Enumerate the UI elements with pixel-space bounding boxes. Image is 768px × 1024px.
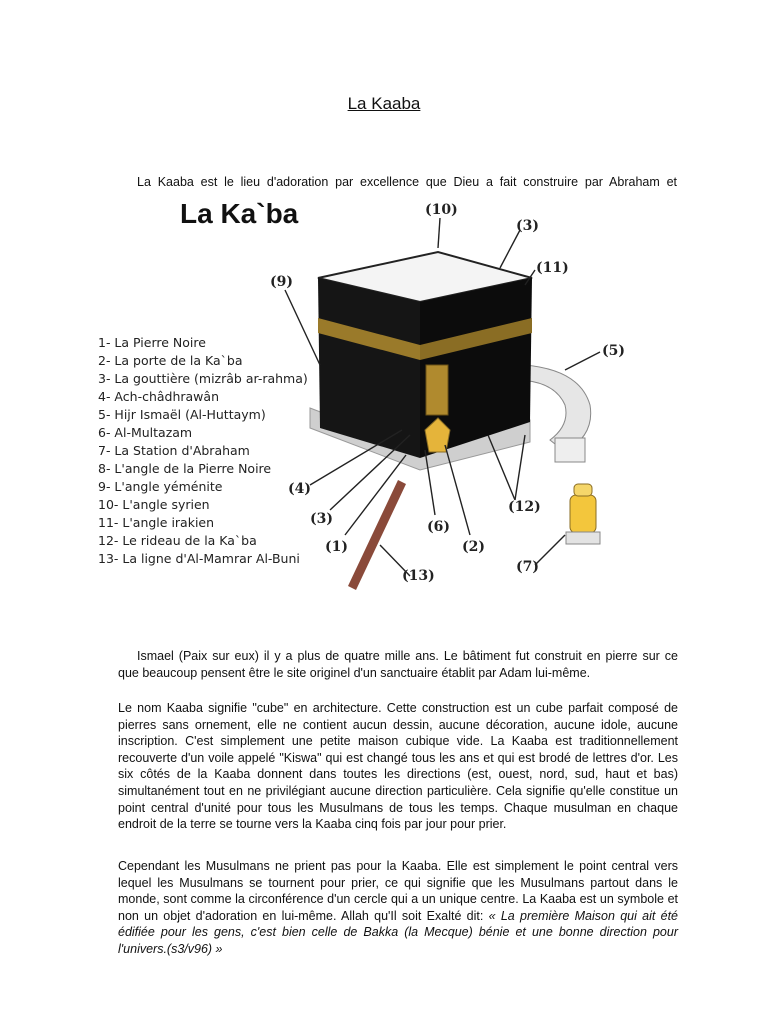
- paragraph-3: [118, 858, 678, 958]
- svg-text:6- Al-Multazam: 6- Al-Multazam: [98, 425, 193, 440]
- kaaba-illustration: [98, 190, 650, 600]
- paragraph-2: Le nom Kaaba signifie "cube" en architecture. Cette construction est un cube parfait composé de pierres sans ornement, elle ne contient aucun dessin, aucune décoration, aucune idole, aucune inscription. C'est simplement une petite maison cubique vide. La Kaaba est traditionnellement recouverte d'un voile appelé "Kiswa" qui est changé tous les ans et qui est brodé de lettres d'or. Les six côtés de la Kaaba donnent dans toutes les directions (est, ouest, nord, sud, haut et bas) simultanément tout en ne privilégiant aucune direction particulière. Cela signifie qu'elle constitue un point central d'unité pour tous les Musulmans de tous les temps. Chaque musulman en chaque endroit de la terre se tourne vers la Kaaba cinq fois par jour pour prier.: [118, 701, 678, 832]
- svg-text:12- Le rideau de la Ka`ba: 12- Le rideau de la Ka`ba: [98, 533, 257, 548]
- callout-11: (11): [536, 260, 569, 276]
- callout-4: (4): [288, 481, 311, 497]
- svg-text:1- La Pierre Noire: 1- La Pierre Noire: [98, 335, 206, 350]
- svg-text:10- L'angle syrien: 10- L'angle syrien: [98, 497, 210, 512]
- hijr-block: [555, 438, 585, 462]
- mamrar-line: [348, 480, 406, 590]
- intro-line: La Kaaba est le lieu d'adoration par excellence que Dieu a fait construire par Abraham et: [137, 175, 677, 189]
- callout-5: (5): [602, 343, 625, 359]
- svg-text:13- La ligne d'Al-Mamrar Al-Bu: 13- La ligne d'Al-Mamrar Al-Buni: [98, 551, 300, 566]
- kaaba-diagram: [98, 190, 650, 600]
- paragraph-1: [118, 648, 678, 681]
- legend: [98, 335, 308, 566]
- callout-10: (10): [425, 202, 458, 218]
- svg-text:7- La Station d'Abraham: 7- La Station d'Abraham: [98, 443, 250, 458]
- svg-text:11- L'angle irakien: 11- L'angle irakien: [98, 515, 215, 530]
- callout-12: (12): [508, 499, 541, 515]
- svg-text:5- Hijr Ismaël (Al-Huttaym): 5- Hijr Ismaël (Al-Huttaym): [98, 407, 266, 422]
- figure-heading: La Ka`ba: [180, 198, 299, 229]
- paragraph-1-line-2: que beaucoup pensent être le site originel d'un sanctuaire établit par Adam lui-même.: [118, 665, 591, 680]
- page-title: La Kaaba: [347, 94, 421, 113]
- callout-9: (9): [270, 274, 293, 290]
- svg-text:2- La porte de la Ka`ba: 2- La porte de la Ka`ba: [98, 353, 243, 368]
- callout-3-bottom: (3): [310, 511, 333, 527]
- callout-13: (13): [402, 568, 435, 584]
- paragraph-1-line-1: Ismael (Paix sur eux) il y a plus de quatre mille ans. Le bâtiment fut construit en pierre sur ce: [137, 649, 678, 663]
- paragraph-3-text: Cependant les Musulmans ne prient pas pour la Kaaba. Elle est simplement le point central vers lequel les Musulmans se tournent pour prier, ce qui signifie que les Musulmans partout dans le monde, sont comme la circonférence d'un cercle qui a un unique centre. La Kaaba est un symbole et non un objet d'adoration en lui-même. Allah qu'Il soit Exalté dit:: [118, 859, 678, 923]
- kaaba-left-face: [318, 278, 420, 458]
- svg-text:8- L'angle de la Pierre Noire: 8- L'angle de la Pierre Noire: [98, 461, 272, 476]
- callout-7: (7): [516, 559, 539, 575]
- callout-1: (1): [325, 539, 348, 555]
- quran-quote: « La première Maison qui ait été édifiée pour les gens, c'est bien celle de Bakka (la Mecque) bénie et une bonne direction pour l'univers.(s3/v96) »: [118, 908, 678, 956]
- callout-6: (6): [427, 519, 450, 535]
- callout-2: (2): [462, 539, 485, 555]
- svg-text:3- La gouttière (mizrâb ar-rah: 3- La gouttière (mizrâb ar-rahma): [98, 371, 308, 386]
- maqam-ibrahim: [566, 484, 600, 544]
- svg-text:4- Ach-châdhrawân: 4- Ach-châdhrawân: [98, 389, 219, 404]
- kaaba-door: [426, 365, 448, 415]
- callout-3-top: (3): [516, 218, 539, 234]
- svg-text:9- L'angle yéménite: 9- L'angle yéménite: [98, 479, 223, 494]
